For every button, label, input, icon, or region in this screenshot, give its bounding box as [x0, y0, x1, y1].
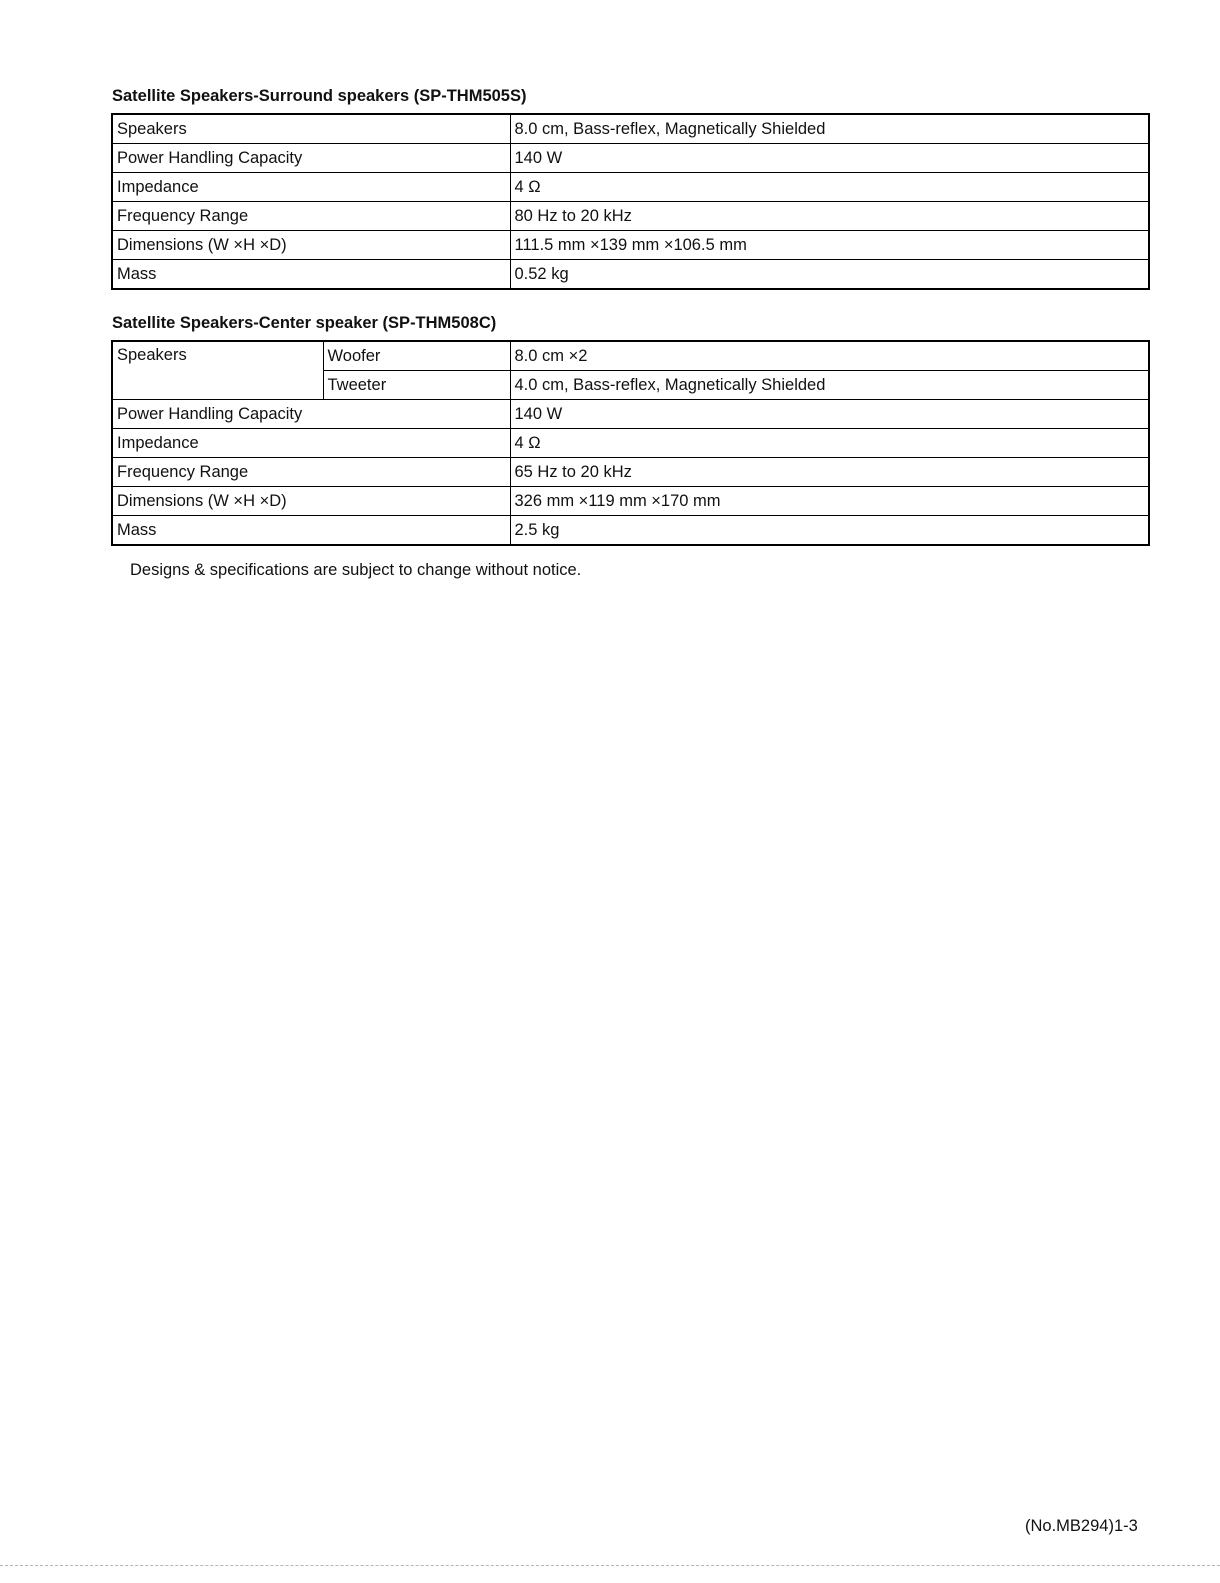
spec-value: 0.52 kg	[510, 260, 1149, 290]
table-row	[112, 341, 1149, 371]
table-row	[112, 231, 1149, 260]
spec-label: Impedance	[112, 429, 510, 458]
table-row	[112, 400, 1149, 429]
spec-label: Speakers	[112, 114, 510, 144]
spec-label: Dimensions (W ×H ×D)	[112, 231, 510, 260]
table-row	[112, 458, 1149, 487]
surround-speakers-title: Satellite Speakers-Surround speakers (SP-THM505S)	[112, 87, 527, 105]
spec-value: 140 W	[510, 144, 1149, 173]
spec-sublabel-woofer: Woofer	[323, 341, 510, 371]
spec-sublabel-tweeter: Tweeter	[323, 371, 510, 400]
surround-speakers-spec-table	[111, 113, 1150, 290]
center-speaker-spec-table	[111, 340, 1150, 546]
spec-value: 4 Ω	[510, 173, 1149, 202]
spec-label-speakers: Speakers	[112, 341, 323, 400]
spec-label: Impedance	[112, 173, 510, 202]
table-row	[112, 487, 1149, 516]
spec-value: 326 mm ×119 mm ×170 mm	[510, 487, 1149, 516]
spec-value: 8.0 cm, Bass-reflex, Magnetically Shielded	[510, 114, 1149, 144]
spec-label: Dimensions (W ×H ×D)	[112, 487, 510, 516]
table-row	[112, 429, 1149, 458]
table-row	[112, 260, 1149, 290]
spec-value: 80 Hz to 20 kHz	[510, 202, 1149, 231]
page-number: (No.MB294)1-3	[1025, 1517, 1138, 1535]
table-row	[112, 173, 1149, 202]
center-speaker-title: Satellite Speakers-Center speaker (SP-THM508C)	[112, 314, 497, 332]
spec-value-tweeter: 4.0 cm, Bass-reflex, Magnetically Shielded	[510, 371, 1149, 400]
table-row	[112, 202, 1149, 231]
spec-label: Mass	[112, 260, 510, 290]
spec-label: Power Handling Capacity	[112, 144, 510, 173]
spec-value: 4 Ω	[510, 429, 1149, 458]
spec-value: 111.5 mm ×139 mm ×106.5 mm	[510, 231, 1149, 260]
spec-label: Mass	[112, 516, 510, 546]
spec-label: Power Handling Capacity	[112, 400, 510, 429]
spec-value: 140 W	[510, 400, 1149, 429]
table-row	[112, 516, 1149, 546]
spec-value: 2.5 kg	[510, 516, 1149, 546]
spec-label: Frequency Range	[112, 458, 510, 487]
table-row	[112, 114, 1149, 144]
specification-notice: Designs & specifications are subject to change without notice.	[130, 561, 582, 579]
spec-value: 65 Hz to 20 kHz	[510, 458, 1149, 487]
page-bottom-divider	[0, 1565, 1220, 1566]
spec-value-woofer: 8.0 cm ×2	[510, 341, 1149, 371]
spec-label: Frequency Range	[112, 202, 510, 231]
table-row	[112, 144, 1149, 173]
